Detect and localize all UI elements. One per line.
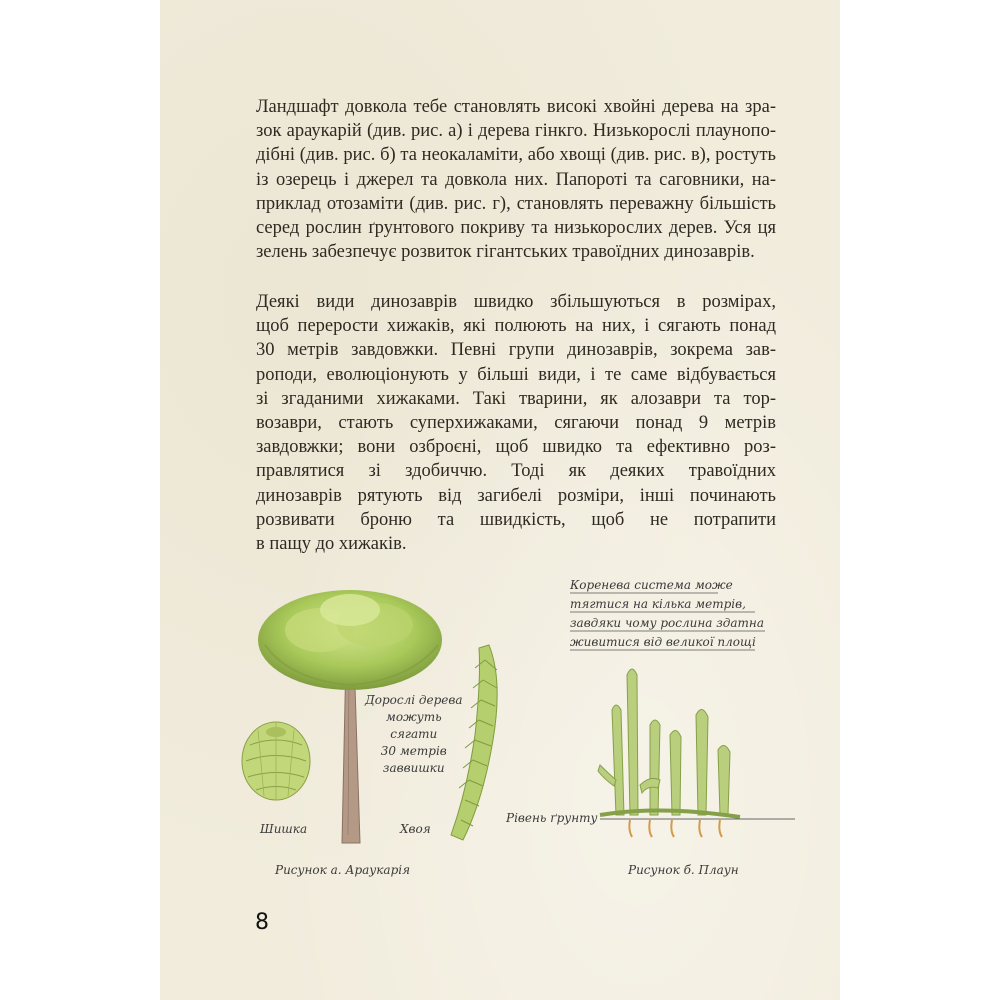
book-page xyxy=(160,0,840,1000)
text-line: серед рослин ґрунтового покриву та низькорослих дерев. Уся ця xyxy=(256,218,776,239)
text-line: розвивати броню та швидкість, щоб не потрапити xyxy=(256,509,776,530)
note-line: тягтися на кілька метрів, xyxy=(570,597,746,611)
text-line: завдовжки; вони озброєні, щоб швидко та ефективно роз- xyxy=(256,437,776,458)
text-line: в пащу до хижаків. xyxy=(256,534,407,555)
text-line: із озерець і джерел та довкола них. Папороті та саговники, на- xyxy=(256,169,776,190)
text-line: зок араукарій (див. рис. а) і дерева гінкго. Низькорослі плаунопо- xyxy=(256,121,776,142)
note-line: Коренева система може xyxy=(570,578,733,592)
ground-level-label: Рівень ґрунту xyxy=(506,811,598,825)
paragraph-landscape xyxy=(256,95,776,264)
text-line: зі згаданими хижаками. Такі тварини, як алозаври та тор- xyxy=(256,388,776,409)
text-line: правлятися зі здобиччю. Тоді як деяких травоїдних xyxy=(256,461,776,482)
text-line: динозаврів рятують від загибелі розміри, інші починають xyxy=(256,485,776,506)
note-line: можуть xyxy=(385,710,442,724)
page-number: 8 xyxy=(255,910,269,935)
text-line: Ландшафт довкола тебе становлять високі хвойні дерева на зра- xyxy=(256,97,776,117)
text-line: дібні (див. рис. б) та неокаламіти, або хвощі (див. рис. в), ростуть xyxy=(256,145,776,166)
text-line: возаври, стають суперхижаками, сягаючи понад 9 метрів xyxy=(256,413,776,434)
cone-label: Шишка xyxy=(260,822,308,836)
note-line: живитися від великої площі xyxy=(570,635,756,649)
note-line: сягати xyxy=(390,727,438,741)
note-line: 30 метрів xyxy=(380,744,447,758)
text-line: приклад отозаміти (див. рис. г), становлять переважну більшість xyxy=(256,193,776,214)
note-line: завдяки чому рослина здатна xyxy=(570,616,764,630)
tree-height-note xyxy=(365,692,463,777)
ground-level-line xyxy=(600,817,795,821)
paragraph-dinosaurs xyxy=(256,290,776,556)
text-line: щоб перерости хижаків, які полюють на них, і сягають понад xyxy=(256,316,776,337)
note-underlines xyxy=(570,592,770,652)
text-line: роподи, еволюціонують у більші види, і те саме відбувається xyxy=(256,364,776,385)
text-line: Деякі види динозаврів швидко збільшуються в розмірах, xyxy=(256,292,776,312)
figure-b-caption: Рисунок б. Плаун xyxy=(628,863,739,877)
text-line: зелень забезпечує розвиток гігантських травоїдних динозаврів. xyxy=(256,242,755,263)
note-line: Дорослі дерева xyxy=(365,693,463,707)
needles-label: Хвоя xyxy=(400,822,431,836)
note-line: заввишки xyxy=(382,761,445,775)
figure-a-caption: Рисунок а. Араукарія xyxy=(275,863,411,877)
text-line: 30 метрів завдовжки. Певні групи динозаврів, зокрема зав- xyxy=(256,340,776,361)
cone-illustration xyxy=(240,720,312,802)
